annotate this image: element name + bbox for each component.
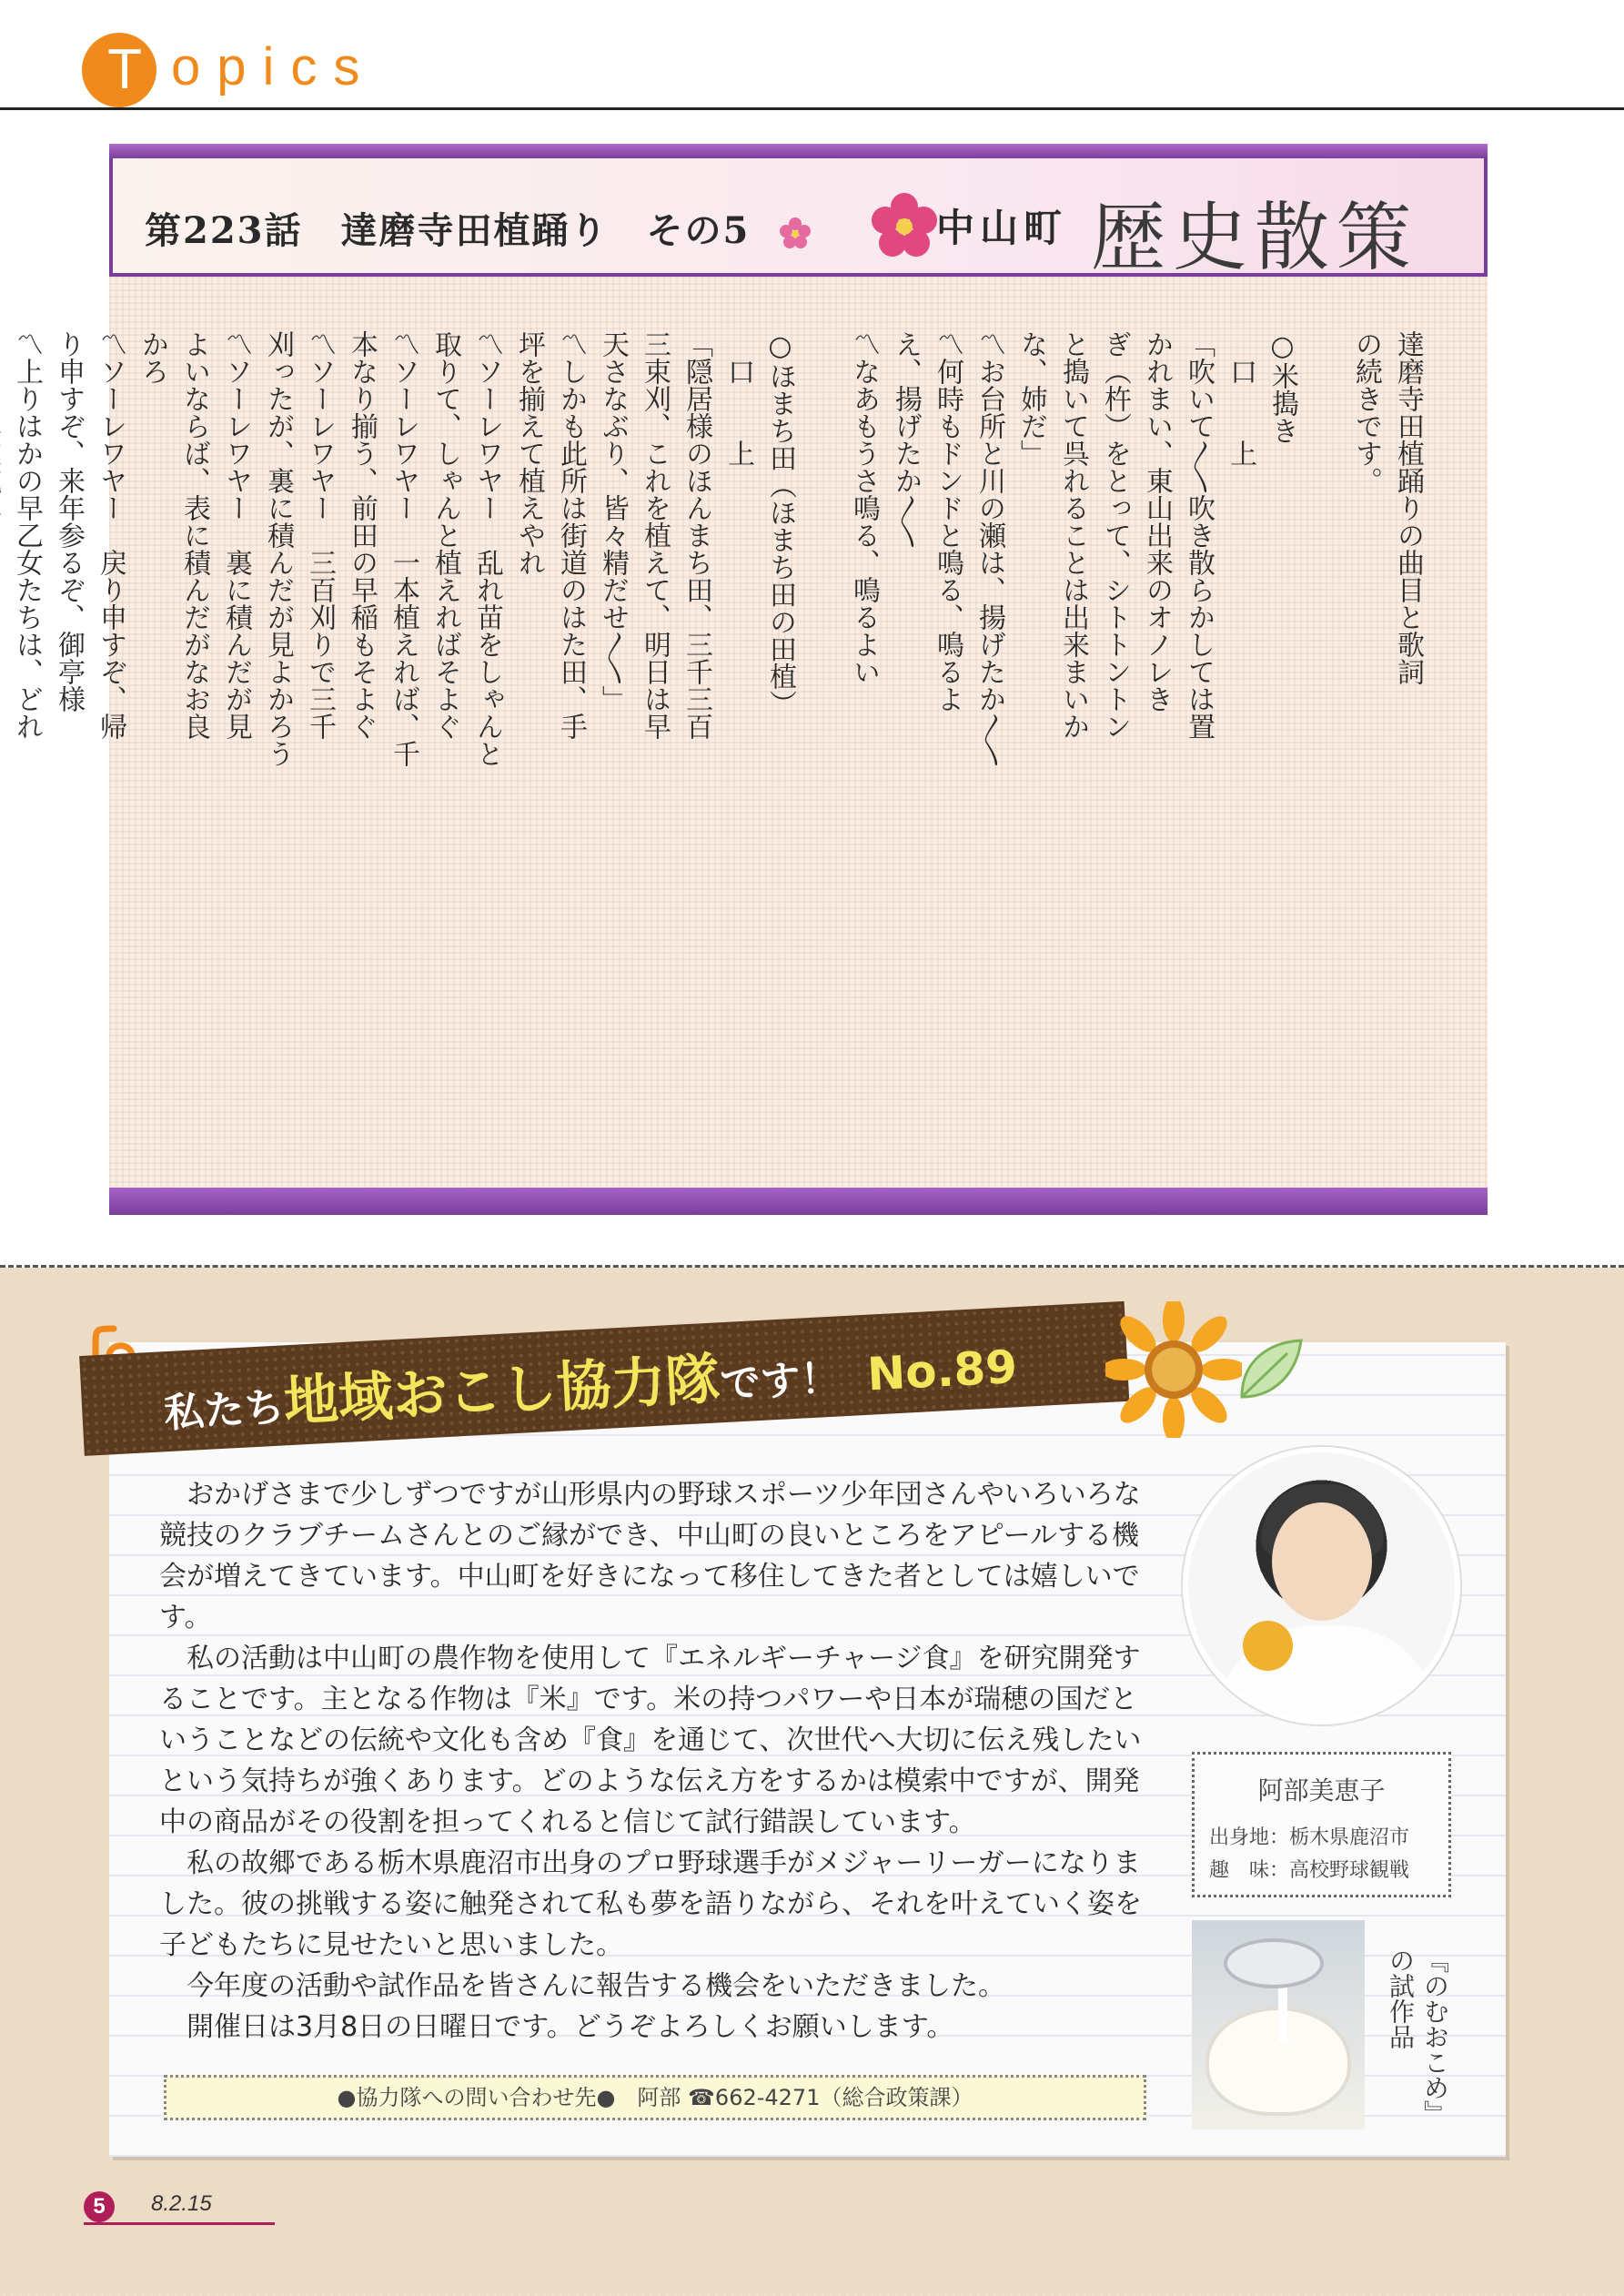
town-name: 中山町 (936, 206, 1068, 250)
header-rule (0, 107, 1624, 110)
photo-ladle (1224, 1938, 1324, 1988)
profile-origin: 出身地：栃木県鹿沼市 (1209, 1826, 1410, 1849)
text-column: 〽ソーレワヤー 三百刈りで三千 (304, 330, 336, 740)
photo-drip (1278, 1984, 1287, 2043)
text-column: 達磨寺田植踊りの曲目と歌詞 (1392, 330, 1424, 685)
series-title: 歴史散策 (1091, 195, 1419, 281)
profile-hobby: 趣 味：高校野球観戦 (1209, 1859, 1410, 1882)
text-column: 三束刈、これを植えて、明日は早 (639, 330, 671, 740)
text-column: と搗いて呉れることは出来まいか (1057, 330, 1089, 740)
banner-prefix: 私たち (163, 1384, 286, 1437)
text-column: り申すぞ、来年参るぞ、御亭様 (53, 330, 85, 713)
text-column: かれまい、東山出来のオノレき (1141, 330, 1173, 713)
text-column: 〽しかも此所は街道のはた田、手 (555, 330, 587, 740)
banner-suffix: です！ (719, 1355, 842, 1408)
text-column: 〽ソーレワヤー 乱れ苗をしゃんと (471, 330, 503, 767)
panel-top-bar (109, 144, 1488, 158)
profile-name: 阿部美恵子 (1257, 1775, 1386, 1805)
history-panel (11, 144, 1488, 1215)
text-column: な、姉だ」 (1015, 330, 1047, 467)
banner-number: No.89 (865, 1340, 1019, 1401)
episode-title: 第223話 達磨寺田植踊り その5 (145, 209, 751, 252)
portrait-fruit (1243, 1621, 1293, 1671)
small-flower-icon (777, 215, 813, 251)
history-body (11, 330, 1428, 1168)
text-column: 〽なあもうさ鳴る、鳴るよい (848, 330, 880, 685)
text-column: ぎ（杵）をとって、シトトントン (1099, 330, 1131, 740)
text-column: よいならば、表に積んだがなお良 (178, 330, 210, 740)
page-number: 5 (84, 2191, 115, 2222)
text-column (0, 330, 5, 1168)
member-portrait (1183, 1447, 1460, 1725)
portrait-face (1272, 1502, 1372, 1621)
text-column: 坪を揃えて植えやれ (513, 330, 545, 576)
text-column: 〽上りはかの早乙女たちは、どれ (11, 330, 43, 740)
text-column: 〽何時もドンドと鳴る、鳴るよ (932, 330, 963, 713)
text-column: え、揚げたか〱 (890, 330, 922, 549)
text-column: 天さなぶり、皆々精だせ〱」 (597, 330, 629, 713)
history-title-box (109, 158, 1488, 281)
text-column: 刈ったが、裏に積んだが見よかろう (262, 330, 294, 767)
footer-underline (84, 2222, 275, 2225)
text-column: 〽ソーレワヤー 一本植えれば、千 (388, 330, 419, 767)
text-column: 〽お台所と川の瀬は、揚げたか〱 (973, 330, 1005, 767)
text-column: 〽ソーレワヤー 裏に積んだが見 (220, 330, 252, 740)
banner-highlight: 地域おこし協力隊 (282, 1348, 722, 1435)
topics-initial: T (82, 33, 156, 107)
kyoryokutai-article (159, 1474, 1151, 2048)
topics-title: opics (171, 37, 377, 96)
issue-date: 8.2.15 (151, 2191, 212, 2216)
leaf-icon (1233, 1333, 1306, 1406)
panel-bottom-bar (109, 1188, 1488, 1215)
text-column: 「隠居様のほんまち田、三千三百 (681, 330, 712, 740)
article-paragraph: 今年度の活動や試作品を皆さんに報告する機会をいただきました。 (187, 1970, 1005, 2002)
text-column: の続きです。 (1350, 330, 1382, 494)
sunflower-icon (1105, 1301, 1242, 1438)
text-column: 口 上 (722, 330, 754, 467)
text-column: 口 上 (1225, 330, 1256, 467)
topics-header (82, 25, 628, 107)
article-paragraph: 私の故郷である栃木県鹿沼市出身のプロ野球選手がメジャーリーガーになりました。彼の挑戦する姿に触発されて私も夢を語りながら、それを叶えていく姿を子どもたちに見せたいと思いました。 (159, 1847, 1142, 1961)
text-column (801, 330, 842, 1168)
text-column: ○ほまち田（ほまち田の田植） (764, 330, 796, 717)
text-column: ○米搗き (1266, 330, 1298, 444)
profile-box (1192, 1752, 1451, 1897)
article-paragraph: 私の活動は中山町の農作物を使用して『エネルギーチャージ食』を研究開発することです。主となる作物は『米』です。米の持つパワーや日本が瑞穂の国だということなどの伝統や文化も含め『食』を通じて、次世代へ大切に伝え残したいという気持ちが強くあります。どのような伝え方をするかは模索中ですが、開発中の商品がその役割を担ってくれると信じて試行錯誤しています。 (159, 1643, 1142, 1838)
text-column (1303, 330, 1345, 1168)
photo-caption: 『のむおこめ』の試作品 (1386, 1947, 1450, 2126)
prototype-photo (1192, 1920, 1365, 2129)
article-paragraph: おかげさまで少しずつですが山形県内の野球スポーツ少年団さんやいろいろな競技のクラブチームさんとのご縁ができ、中山町の良いところをアピールする機会が増えてきています。中山町を好きになって移住してきた者としては嬉しいです。 (159, 1479, 1141, 1633)
text-column: かろ (136, 330, 168, 385)
plum-flower-icon (868, 190, 941, 263)
article-paragraph: 開催日は3月8日の日曜日です。どうぞよろしくお願いします。 (187, 2011, 954, 2043)
text-column: 「吹いて〱吹き散らかしては置 (1183, 330, 1215, 740)
contact-info: ●協力隊への問い合わせ先● 阿部 ☎662-4271（総合政策課） (164, 2075, 1146, 2120)
text-column: 本なり揃う、前田の早稲もそよぐ (346, 330, 378, 740)
text-column: 取りて、しゃんと植えればそよぐ (429, 330, 461, 740)
text-column: 〽ソーレワヤー 戻り申すぞ、帰 (95, 330, 126, 740)
